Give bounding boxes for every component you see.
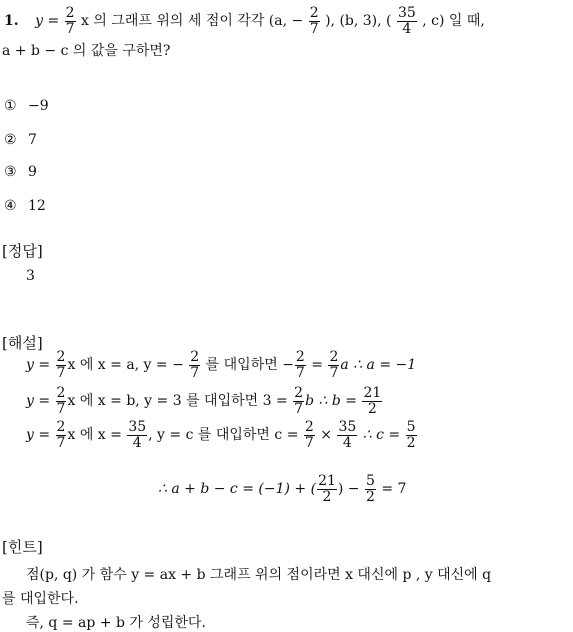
choice-value: 12 [28,198,46,214]
choice-value: 9 [28,164,37,180]
hint-line-2: 를 대입한다. [2,591,79,607]
choice-mark: ② [4,132,17,148]
question-number: 1. [4,13,19,30]
question-line-2: a + b − c 의 값을 구하면? [2,43,171,59]
fraction: $\frac{2}{7}$ [65,5,75,37]
choice-value: −9 [28,98,49,114]
question-text: , c) 일 때, [422,13,485,30]
explanation-label: [해설] [2,334,43,352]
hint-line-3: 즉, q = ap + b 가 성립한다. [26,615,206,631]
fraction: $\frac{35}{4}$ [397,5,416,37]
explanation-line-1: y = $\frac{2}{7}$ x 에 x = a, y = − $\frac{2}{7}$ 를 대입하면 − $\frac{2}{7}$ = $\frac{2}{7}$ a ∴ a = −1 [26,349,417,381]
question-text: y = [35,13,60,30]
question-text: ), (b, 3), ( [325,13,392,30]
explanation-line-2: y = $\frac{2}{7}$ x 에 x = b, y = 3 를 대입하면 3 = $\frac{2}{7}$ b ∴ b = $\frac{21}{2}$ [26,385,382,417]
hint-label: [힌트] [2,538,43,556]
hint-line-1: 점(p, q) 가 함수 y = ax + b 그래프 위의 점이라면 x 대신에 p , y 대신에 q [26,567,492,583]
explanation-line-3: y = $\frac{2}{7}$ x 에 x = $\frac{35}{4}$ , y = c 를 대입하면 c = $\frac{2}{7}$ × $\frac{35}{4}$ ∴ c = $\frac{5}{2}$ [26,419,416,451]
choice-2[interactable] [4,132,37,148]
choice-mark: ③ [4,164,17,180]
answer-label: [정답] [2,242,43,260]
answer-value: 3 [26,268,35,284]
choice-3[interactable] [4,164,37,180]
explanation-line-4: ∴ a + b − c = (−1) + ( $\frac{21}{2}$ ) − $\frac{5}{2}$ = 7 [158,473,407,505]
choice-1[interactable] [4,98,49,114]
question-line-1 [4,6,485,36]
choice-4[interactable] [4,198,46,214]
choice-value: 7 [28,132,37,148]
choice-mark: ④ [4,198,17,214]
question-text: x 의 그래프 위의 세 점이 각각 (a, − [81,13,304,30]
fraction: $\frac{2}{7}$ [309,5,319,37]
choice-mark: ① [4,98,17,114]
